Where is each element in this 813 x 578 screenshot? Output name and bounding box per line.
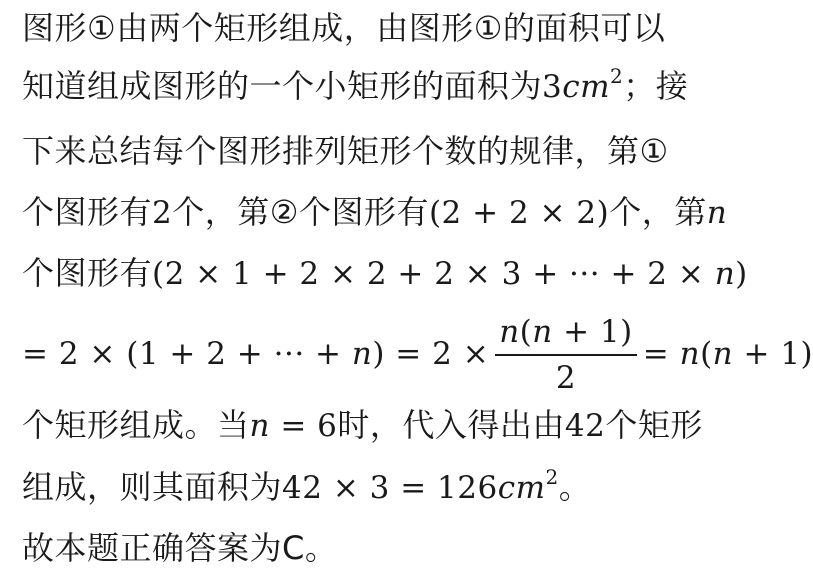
text-line-1 [22,8,665,48]
math-variable: n [706,195,728,231]
fraction-numerator: n(n + 1) [495,313,637,356]
text-line-8 [22,467,591,508]
line-text: 组成，则其面积为 [22,468,283,506]
math-expression: = n(n + 1) [642,336,813,372]
line-text: 图形①由两个矩形组成，由图形①的面积可以 [22,9,666,47]
math-value: $3cm^2$ [542,64,624,105]
line-text: 。 [558,468,592,506]
fraction [495,313,637,397]
math-expression: (2 × 1 + 2 × 2 + 2 × 3 + ··· + 2 × n) [152,256,748,292]
text-line-3 [22,131,669,171]
line-text: 个，第②个图形有 [172,193,429,231]
line-text: 个，第 [609,193,707,231]
answer-text: 故本题正确答案为C。 [22,529,338,567]
line-text: 时，代入得出由 [337,406,565,444]
line-text: 个图形有 [22,193,153,231]
math-expression: (2 + 2 × 2) [428,195,610,231]
text-line-4 [22,192,727,233]
math-expression: $42 \times 3 = 126cm^2$ [282,465,559,506]
fraction-denominator: 2 [555,360,577,396]
line-text: 个矩形组成。当 [22,406,250,444]
text-line-9 [22,528,337,568]
text-line-5 [22,253,748,294]
line-text: 个矩形 [605,406,703,444]
line-text: ；接 [623,67,689,105]
text-line-2 [22,66,688,107]
text-line-7 [22,405,703,446]
math-value: 2 [152,195,173,231]
line-text: 下来总结每个图形排列矩形个数的规律，第① [22,132,669,170]
math-value: 42 [564,408,606,444]
math-expression: n = 6 [249,408,338,444]
line-text: 知道组成图形的一个小矩形的面积为 [22,67,543,105]
text-line-6 [22,313,813,397]
math-expression: = 2 × (1 + 2 + ··· + n) = 2 × [22,336,490,372]
line-text: 个图形有 [22,254,153,292]
